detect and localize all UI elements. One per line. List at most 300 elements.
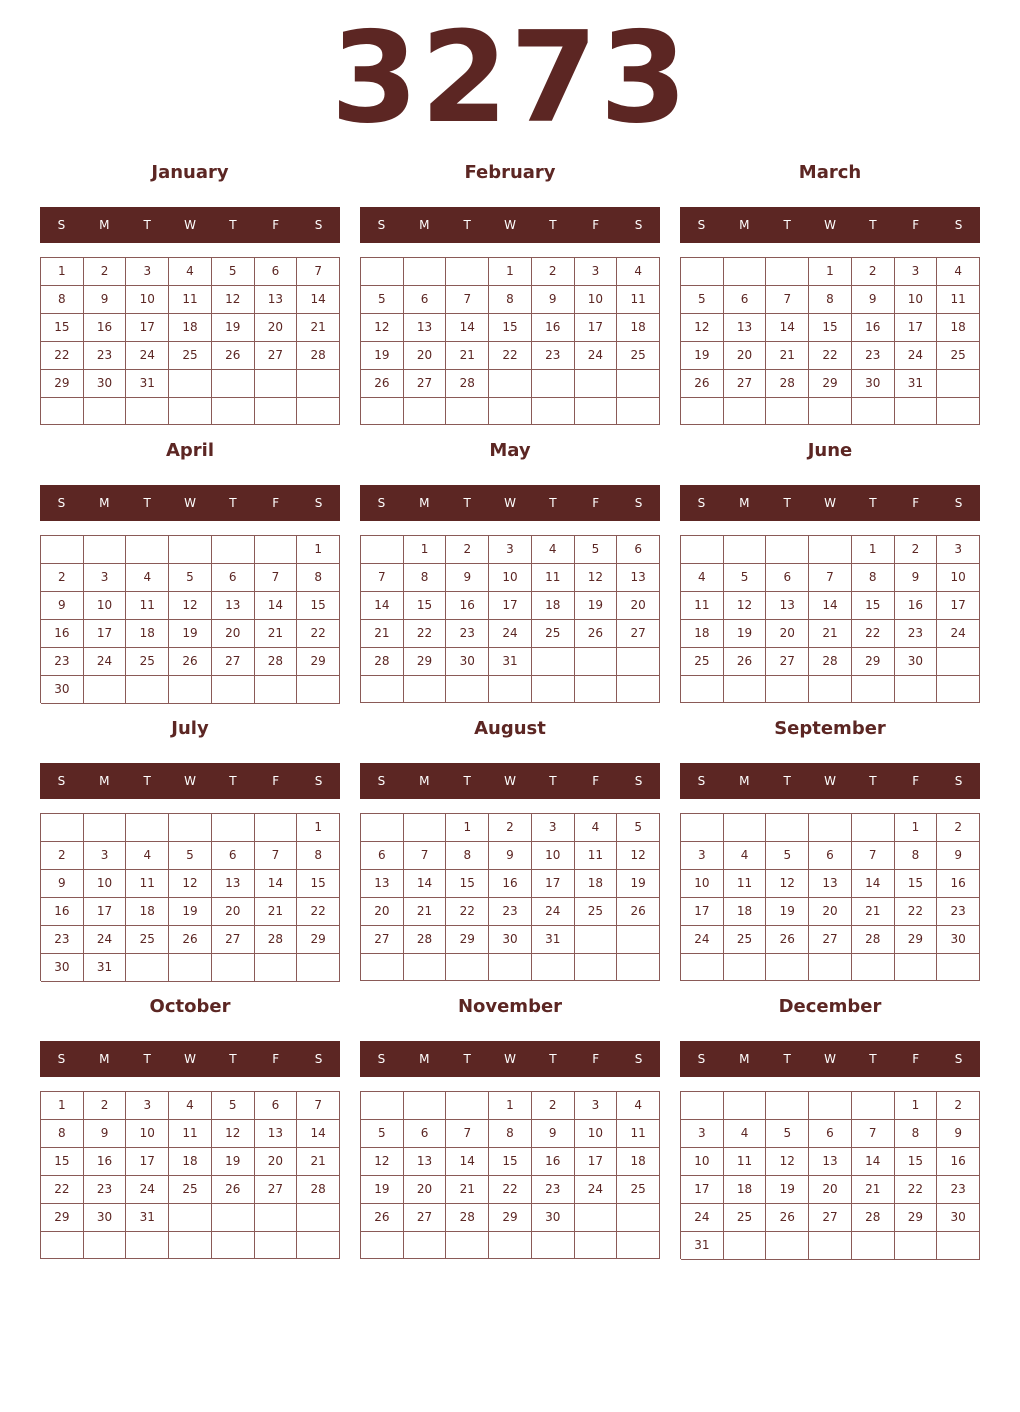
- day-cell: 31: [84, 954, 127, 982]
- day-cell: 2: [446, 536, 489, 564]
- day-cell: 7: [852, 1120, 895, 1148]
- empty-day-cell: [212, 370, 255, 398]
- day-cell: 29: [852, 648, 895, 676]
- day-cell: 21: [809, 620, 852, 648]
- empty-day-cell: [724, 1232, 767, 1260]
- empty-day-cell: [766, 814, 809, 842]
- weekday-label: M: [739, 496, 750, 510]
- empty-day-cell: [361, 814, 404, 842]
- empty-day-cell: [361, 1092, 404, 1120]
- day-cell: 4: [532, 536, 575, 564]
- day-cell: 15: [297, 592, 340, 620]
- empty-day-cell: [255, 954, 298, 982]
- weekday-label: T: [869, 774, 877, 788]
- weekday-label: T: [549, 1052, 557, 1066]
- empty-day-cell: [575, 676, 618, 703]
- empty-day-cell: [41, 536, 84, 564]
- day-cell: 22: [41, 1176, 84, 1204]
- day-cell: 7: [446, 286, 489, 314]
- weekday-label: S: [954, 1052, 963, 1066]
- day-cell: 10: [489, 564, 532, 592]
- empty-day-cell: [575, 1204, 618, 1232]
- day-cell: 19: [766, 898, 809, 926]
- day-cell: 3: [937, 536, 980, 564]
- weekday-label: S: [57, 774, 66, 788]
- day-cell: 17: [489, 592, 532, 620]
- day-cell: 15: [489, 1148, 532, 1176]
- day-cell: 31: [489, 648, 532, 676]
- day-cell: 29: [446, 926, 489, 954]
- weekday-label: T: [549, 218, 557, 232]
- day-cell: 1: [41, 258, 84, 286]
- day-cell: 4: [617, 1092, 660, 1120]
- empty-day-cell: [575, 370, 618, 398]
- empty-day-cell: [361, 1232, 404, 1259]
- month-title: September: [774, 718, 886, 739]
- day-cell: 9: [852, 286, 895, 314]
- day-cell: 8: [852, 564, 895, 592]
- empty-day-cell: [809, 1092, 852, 1120]
- year-title: 3273: [330, 4, 690, 151]
- day-cell: 11: [724, 870, 767, 898]
- day-cell: 29: [297, 648, 340, 676]
- day-cell: 21: [255, 898, 298, 926]
- day-cell: 19: [361, 342, 404, 370]
- day-cell: 15: [41, 1148, 84, 1176]
- empty-day-cell: [404, 814, 447, 842]
- empty-day-cell: [937, 676, 980, 703]
- day-cell: 10: [681, 870, 724, 898]
- weekday-label: M: [419, 218, 430, 232]
- weekday-label: T: [869, 496, 877, 510]
- day-cell: 26: [212, 342, 255, 370]
- empty-day-cell: [404, 676, 447, 703]
- month-title: October: [149, 996, 231, 1017]
- day-cell: 21: [446, 342, 489, 370]
- day-cell: 22: [446, 898, 489, 926]
- day-cell: 24: [575, 342, 618, 370]
- day-cell: 27: [404, 1204, 447, 1232]
- day-cell: 27: [212, 648, 255, 676]
- empty-day-cell: [126, 954, 169, 982]
- weekday-label: T: [869, 218, 877, 232]
- day-cell: 19: [212, 1148, 255, 1176]
- day-grid: [40, 535, 340, 703]
- day-cell: 16: [84, 314, 127, 342]
- day-cell: 12: [361, 314, 404, 342]
- day-cell: 10: [532, 842, 575, 870]
- day-cell: 20: [212, 898, 255, 926]
- day-cell: 20: [404, 342, 447, 370]
- day-cell: 16: [532, 1148, 575, 1176]
- day-cell: 7: [852, 842, 895, 870]
- empty-day-cell: [895, 1232, 938, 1260]
- weekday-label: S: [634, 1052, 643, 1066]
- day-cell: 28: [446, 1204, 489, 1232]
- day-cell: 24: [681, 1204, 724, 1232]
- day-cell: 9: [532, 1120, 575, 1148]
- day-cell: 20: [809, 898, 852, 926]
- day-cell: 13: [724, 314, 767, 342]
- day-cell: 22: [41, 342, 84, 370]
- day-cell: 14: [766, 314, 809, 342]
- day-cell: 14: [297, 286, 340, 314]
- weekday-label: F: [272, 218, 280, 232]
- day-cell: 19: [766, 1176, 809, 1204]
- empty-day-cell: [724, 676, 767, 703]
- day-cell: 4: [937, 258, 980, 286]
- day-cell: 11: [126, 870, 169, 898]
- day-cell: 24: [84, 926, 127, 954]
- empty-day-cell: [895, 676, 938, 703]
- day-cell: 6: [212, 842, 255, 870]
- day-cell: 26: [361, 370, 404, 398]
- empty-day-cell: [255, 1232, 298, 1259]
- day-cell: 2: [532, 258, 575, 286]
- empty-day-cell: [361, 398, 404, 425]
- empty-day-cell: [255, 814, 298, 842]
- day-cell: 3: [575, 258, 618, 286]
- weekday-label: S: [314, 496, 323, 510]
- day-cell: 1: [41, 1092, 84, 1120]
- day-cell: 15: [809, 314, 852, 342]
- empty-day-cell: [617, 676, 660, 703]
- day-cell: 24: [532, 898, 575, 926]
- empty-day-cell: [212, 954, 255, 982]
- day-grid: [680, 535, 980, 703]
- day-cell: 6: [404, 1120, 447, 1148]
- weekday-label: S: [377, 218, 386, 232]
- day-cell: 19: [681, 342, 724, 370]
- weekday-label: T: [783, 774, 791, 788]
- day-cell: 17: [126, 1148, 169, 1176]
- empty-day-cell: [297, 398, 340, 425]
- day-cell: 23: [446, 620, 489, 648]
- day-cell: 26: [766, 1204, 809, 1232]
- day-cell: 25: [126, 926, 169, 954]
- empty-day-cell: [617, 1232, 660, 1259]
- weekday-label: S: [697, 218, 706, 232]
- empty-day-cell: [575, 1232, 618, 1259]
- empty-day-cell: [489, 370, 532, 398]
- weekday-label: S: [377, 496, 386, 510]
- day-cell: 9: [84, 1120, 127, 1148]
- weekday-label: S: [57, 218, 66, 232]
- day-cell: 28: [766, 370, 809, 398]
- weekday-label: M: [739, 1052, 750, 1066]
- day-cell: 3: [575, 1092, 618, 1120]
- day-cell: 4: [126, 842, 169, 870]
- day-cell: 30: [41, 676, 84, 704]
- day-cell: 6: [212, 564, 255, 592]
- empty-day-cell: [404, 258, 447, 286]
- weekday-label: W: [824, 218, 836, 232]
- weekday-label: F: [592, 1052, 600, 1066]
- empty-day-cell: [852, 814, 895, 842]
- day-cell: 6: [361, 842, 404, 870]
- day-cell: 2: [84, 1092, 127, 1120]
- weekday-label: T: [463, 774, 471, 788]
- weekday-label: S: [377, 774, 386, 788]
- day-cell: 1: [895, 1092, 938, 1120]
- day-cell: 14: [361, 592, 404, 620]
- empty-day-cell: [361, 954, 404, 981]
- day-cell: 4: [169, 258, 212, 286]
- day-cell: 20: [255, 314, 298, 342]
- day-cell: 12: [617, 842, 660, 870]
- day-cell: 15: [895, 1148, 938, 1176]
- day-cell: 3: [84, 564, 127, 592]
- day-cell: 9: [446, 564, 489, 592]
- weekday-label: S: [57, 496, 66, 510]
- empty-day-cell: [297, 954, 340, 982]
- day-cell: 23: [41, 926, 84, 954]
- weekday-label: F: [592, 496, 600, 510]
- day-cell: 9: [84, 286, 127, 314]
- day-cell: 22: [852, 620, 895, 648]
- empty-day-cell: [126, 814, 169, 842]
- day-cell: 14: [852, 870, 895, 898]
- empty-day-cell: [361, 676, 404, 703]
- day-cell: 1: [297, 536, 340, 564]
- day-cell: 21: [852, 1176, 895, 1204]
- empty-day-cell: [852, 954, 895, 981]
- day-cell: 18: [937, 314, 980, 342]
- day-cell: 6: [617, 536, 660, 564]
- weekday-label: M: [99, 774, 110, 788]
- empty-day-cell: [404, 1232, 447, 1259]
- day-cell: 14: [404, 870, 447, 898]
- day-cell: 28: [404, 926, 447, 954]
- day-cell: 1: [489, 258, 532, 286]
- day-cell: 16: [852, 314, 895, 342]
- empty-day-cell: [361, 536, 404, 564]
- empty-day-cell: [809, 398, 852, 425]
- weekday-label: T: [143, 218, 151, 232]
- day-cell: 1: [297, 814, 340, 842]
- day-cell: 4: [169, 1092, 212, 1120]
- weekday-label: T: [229, 1052, 237, 1066]
- weekday-label: T: [143, 1052, 151, 1066]
- day-cell: 18: [681, 620, 724, 648]
- day-cell: 17: [84, 898, 127, 926]
- empty-day-cell: [532, 676, 575, 703]
- day-cell: 23: [937, 898, 980, 926]
- day-cell: 30: [895, 648, 938, 676]
- day-cell: 13: [766, 592, 809, 620]
- weekday-header: [680, 1041, 980, 1077]
- empty-day-cell: [446, 398, 489, 425]
- empty-day-cell: [255, 398, 298, 425]
- empty-day-cell: [41, 814, 84, 842]
- weekday-label: W: [184, 496, 196, 510]
- weekday-label: W: [824, 496, 836, 510]
- weekday-label: M: [419, 496, 430, 510]
- month-title: December: [778, 996, 882, 1017]
- empty-day-cell: [212, 1204, 255, 1232]
- day-cell: 22: [809, 342, 852, 370]
- day-cell: 17: [84, 620, 127, 648]
- day-cell: 15: [895, 870, 938, 898]
- day-cell: 16: [532, 314, 575, 342]
- empty-day-cell: [297, 676, 340, 704]
- empty-day-cell: [446, 1232, 489, 1259]
- day-cell: 31: [532, 926, 575, 954]
- empty-day-cell: [575, 926, 618, 954]
- empty-day-cell: [681, 814, 724, 842]
- day-cell: 26: [212, 1176, 255, 1204]
- day-cell: 24: [84, 648, 127, 676]
- empty-day-cell: [809, 954, 852, 981]
- month-title: February: [464, 162, 556, 183]
- weekday-label: S: [314, 1052, 323, 1066]
- empty-day-cell: [724, 398, 767, 425]
- day-cell: 26: [169, 926, 212, 954]
- day-cell: 29: [895, 1204, 938, 1232]
- empty-day-cell: [532, 648, 575, 676]
- day-cell: 21: [297, 1148, 340, 1176]
- empty-day-cell: [809, 676, 852, 703]
- empty-day-cell: [169, 814, 212, 842]
- weekday-label: M: [99, 218, 110, 232]
- empty-day-cell: [126, 398, 169, 425]
- day-cell: 24: [937, 620, 980, 648]
- day-cell: 25: [532, 620, 575, 648]
- empty-day-cell: [681, 1092, 724, 1120]
- weekday-header: [40, 1041, 340, 1077]
- weekday-header: [40, 763, 340, 799]
- day-cell: 25: [126, 648, 169, 676]
- day-cell: 23: [852, 342, 895, 370]
- empty-day-cell: [361, 258, 404, 286]
- empty-day-cell: [297, 370, 340, 398]
- day-cell: 2: [852, 258, 895, 286]
- empty-day-cell: [766, 398, 809, 425]
- day-cell: 4: [724, 842, 767, 870]
- empty-day-cell: [169, 954, 212, 982]
- day-cell: 12: [724, 592, 767, 620]
- weekday-label: T: [783, 218, 791, 232]
- weekday-label: F: [272, 774, 280, 788]
- day-cell: 21: [446, 1176, 489, 1204]
- day-cell: 23: [532, 342, 575, 370]
- day-cell: 22: [297, 620, 340, 648]
- weekday-header: [40, 485, 340, 521]
- day-cell: 2: [84, 258, 127, 286]
- weekday-label: S: [314, 774, 323, 788]
- weekday-label: T: [143, 774, 151, 788]
- weekday-label: T: [869, 1052, 877, 1066]
- day-cell: 10: [681, 1148, 724, 1176]
- day-cell: 8: [41, 1120, 84, 1148]
- empty-day-cell: [681, 398, 724, 425]
- empty-day-cell: [617, 648, 660, 676]
- day-cell: 30: [41, 954, 84, 982]
- day-cell: 14: [255, 592, 298, 620]
- day-cell: 10: [84, 592, 127, 620]
- weekday-label: S: [314, 218, 323, 232]
- weekday-label: W: [184, 1052, 196, 1066]
- empty-day-cell: [937, 1232, 980, 1260]
- weekday-label: T: [549, 774, 557, 788]
- day-cell: 4: [126, 564, 169, 592]
- weekday-label: T: [463, 1052, 471, 1066]
- day-grid: [680, 257, 980, 425]
- day-grid: [360, 813, 660, 981]
- day-cell: 13: [809, 1148, 852, 1176]
- empty-day-cell: [724, 536, 767, 564]
- day-cell: 20: [255, 1148, 298, 1176]
- weekday-header: [40, 207, 340, 243]
- day-cell: 5: [681, 286, 724, 314]
- day-cell: 23: [937, 1176, 980, 1204]
- weekday-header: [680, 207, 980, 243]
- day-cell: 31: [126, 370, 169, 398]
- day-cell: 29: [404, 648, 447, 676]
- day-cell: 26: [766, 926, 809, 954]
- day-cell: 7: [809, 564, 852, 592]
- day-cell: 26: [575, 620, 618, 648]
- day-cell: 17: [681, 898, 724, 926]
- day-cell: 2: [937, 1092, 980, 1120]
- day-cell: 18: [575, 870, 618, 898]
- weekday-label: T: [229, 774, 237, 788]
- weekday-label: F: [272, 496, 280, 510]
- day-cell: 30: [852, 370, 895, 398]
- day-cell: 9: [895, 564, 938, 592]
- day-cell: 29: [297, 926, 340, 954]
- day-cell: 4: [617, 258, 660, 286]
- day-cell: 13: [255, 1120, 298, 1148]
- day-cell: 8: [446, 842, 489, 870]
- empty-day-cell: [809, 1232, 852, 1260]
- weekday-label: S: [697, 496, 706, 510]
- day-cell: 13: [404, 1148, 447, 1176]
- day-cell: 11: [937, 286, 980, 314]
- day-cell: 29: [489, 1204, 532, 1232]
- weekday-label: T: [463, 218, 471, 232]
- empty-day-cell: [212, 814, 255, 842]
- day-cell: 12: [169, 592, 212, 620]
- day-cell: 25: [169, 1176, 212, 1204]
- empty-day-cell: [169, 1232, 212, 1259]
- weekday-label: F: [912, 1052, 920, 1066]
- day-cell: 24: [126, 342, 169, 370]
- day-cell: 5: [766, 842, 809, 870]
- day-cell: 23: [895, 620, 938, 648]
- weekday-label: T: [463, 496, 471, 510]
- day-cell: 25: [169, 342, 212, 370]
- day-cell: 23: [41, 648, 84, 676]
- weekday-label: W: [504, 496, 516, 510]
- empty-day-cell: [681, 954, 724, 981]
- weekday-header: [680, 485, 980, 521]
- day-cell: 24: [489, 620, 532, 648]
- empty-day-cell: [575, 648, 618, 676]
- day-cell: 17: [126, 314, 169, 342]
- day-cell: 22: [895, 898, 938, 926]
- empty-day-cell: [766, 1232, 809, 1260]
- day-cell: 6: [255, 258, 298, 286]
- empty-day-cell: [766, 258, 809, 286]
- empty-day-cell: [681, 536, 724, 564]
- weekday-label: M: [99, 1052, 110, 1066]
- empty-day-cell: [212, 676, 255, 704]
- empty-day-cell: [766, 954, 809, 981]
- day-cell: 3: [681, 1120, 724, 1148]
- weekday-label: S: [954, 218, 963, 232]
- day-cell: 17: [575, 314, 618, 342]
